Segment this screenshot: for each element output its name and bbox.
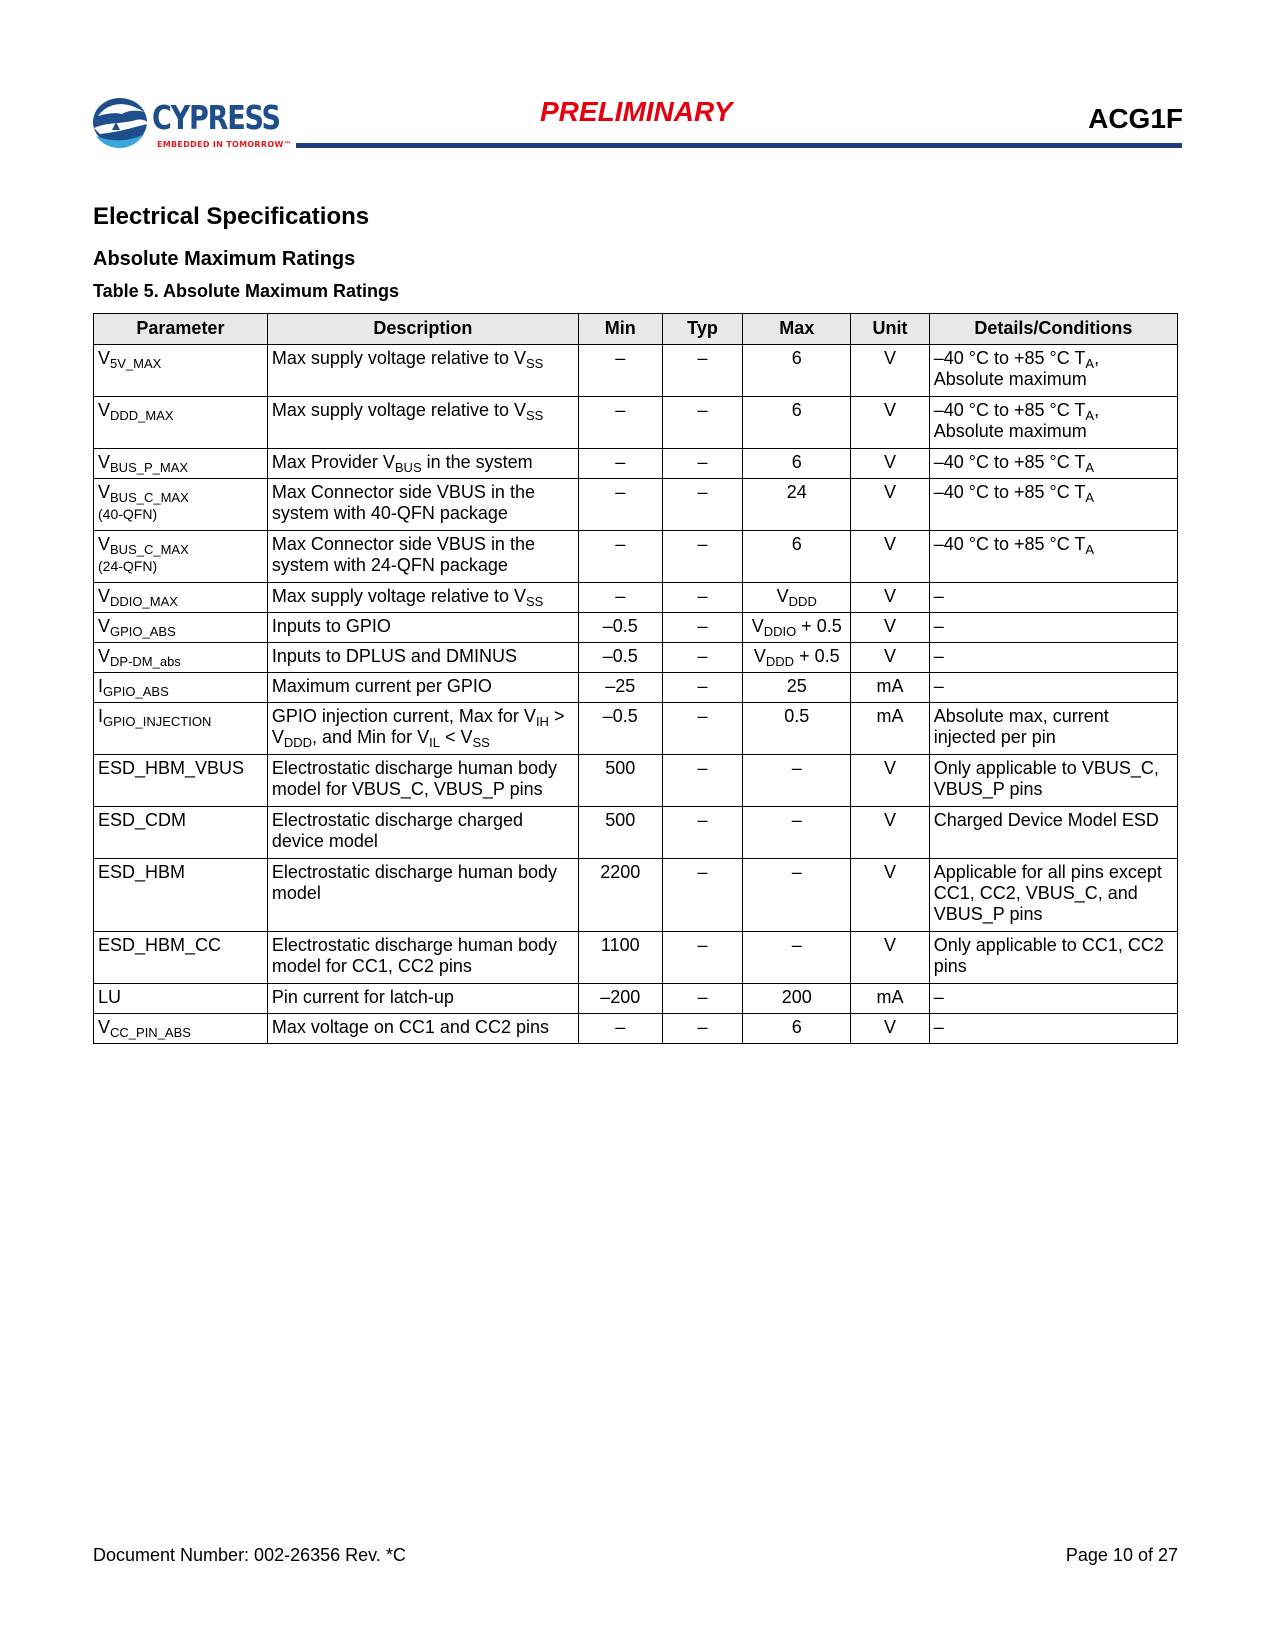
max-cell: 25 bbox=[743, 673, 851, 703]
col-header-typ: Typ bbox=[662, 314, 743, 345]
subsection-title: Absolute Maximum Ratings bbox=[93, 248, 356, 270]
param-cell: ESD_HBM_CC bbox=[94, 932, 268, 984]
min-cell: – bbox=[578, 479, 662, 531]
max-cell: $V_{DDIO} + 0.5$ bbox=[743, 613, 851, 643]
details-cell: –40 °C to +85 °C $T_A$, Absolute maximum bbox=[929, 345, 1177, 397]
details-cell: Only applicable to VBUS_C, VBUS_P pins bbox=[929, 755, 1177, 807]
details-cell: Charged Device Model ESD bbox=[929, 807, 1177, 859]
table-row bbox=[94, 932, 1178, 984]
details-cell: – bbox=[929, 1014, 1177, 1044]
table-row bbox=[94, 397, 1178, 449]
desc-cell: GPIO injection current, Max for $V_{IH} > V_{DDD}$, and Min for $V_{IL} < V_{SS}$ bbox=[267, 703, 578, 755]
typ-cell: – bbox=[662, 613, 743, 643]
min-cell: – bbox=[578, 345, 662, 397]
param-cell: $V_{DP-DM\_abs}$ bbox=[94, 643, 268, 673]
typ-cell: – bbox=[662, 703, 743, 755]
desc-cell: Inputs to GPIO bbox=[267, 613, 578, 643]
unit-cell: mA bbox=[851, 673, 930, 703]
details-cell: – bbox=[929, 643, 1177, 673]
details-cell: –40 °C to +85 °C $T_A$ bbox=[929, 449, 1177, 479]
max-cell: 6 bbox=[743, 531, 851, 583]
unit-cell: V bbox=[851, 613, 930, 643]
section-title: Electrical Specifications bbox=[93, 203, 370, 230]
unit-cell: mA bbox=[851, 703, 930, 755]
typ-cell: – bbox=[662, 859, 743, 932]
min-cell: 2200 bbox=[578, 859, 662, 932]
typ-cell: – bbox=[662, 449, 743, 479]
product-name: ACG1F bbox=[1088, 103, 1183, 134]
unit-cell: V bbox=[851, 345, 930, 397]
unit-cell: V bbox=[851, 479, 930, 531]
table-row bbox=[94, 755, 1178, 807]
desc-cell: Electrostatic discharge human body model for CC1, CC2 pins bbox=[267, 932, 578, 984]
typ-cell: – bbox=[662, 984, 743, 1014]
desc-cell: Max Provider $V_{BUS}$ in the system bbox=[267, 449, 578, 479]
max-cell: 6 bbox=[743, 449, 851, 479]
table-row bbox=[94, 703, 1178, 755]
desc-cell: Inputs to DPLUS and DMINUS bbox=[267, 643, 578, 673]
min-cell: 1100 bbox=[578, 932, 662, 984]
unit-cell: V bbox=[851, 449, 930, 479]
details-cell: Applicable for all pins except CC1, CC2, VBUS_C, and VBUS_P pins bbox=[929, 859, 1177, 932]
param-cell: $V_{CC\_PIN\_ABS}$ bbox=[94, 1014, 268, 1044]
unit-cell: V bbox=[851, 859, 930, 932]
absolute-maximum-ratings-table bbox=[93, 313, 1178, 1044]
min-cell: –0.5 bbox=[578, 643, 662, 673]
col-header-min: Min bbox=[578, 314, 662, 345]
max-cell: 6 bbox=[743, 397, 851, 449]
typ-cell: – bbox=[662, 755, 743, 807]
desc-cell: Max supply voltage relative to $V_{SS}$ bbox=[267, 397, 578, 449]
param-cell: $V_{5V\_MAX}$ bbox=[94, 345, 268, 397]
details-cell: –40 °C to +85 °C $T_A$ bbox=[929, 479, 1177, 531]
param-cell: ESD_CDM bbox=[94, 807, 268, 859]
details-cell: – bbox=[929, 583, 1177, 613]
typ-cell: – bbox=[662, 673, 743, 703]
table-row bbox=[94, 613, 1178, 643]
unit-cell: V bbox=[851, 643, 930, 673]
logo-wordmark: CYPRESS bbox=[152, 98, 280, 137]
table-row bbox=[94, 583, 1178, 613]
unit-cell: V bbox=[851, 932, 930, 984]
min-cell: –0.5 bbox=[578, 703, 662, 755]
max-cell: 0.5 bbox=[743, 703, 851, 755]
typ-cell: – bbox=[662, 345, 743, 397]
details-cell: – bbox=[929, 984, 1177, 1014]
param-cell: $V_{DDIO\_MAX}$ bbox=[94, 583, 268, 613]
min-cell: – bbox=[578, 449, 662, 479]
col-header-description: Description bbox=[267, 314, 578, 345]
max-cell: 6 bbox=[743, 345, 851, 397]
details-cell: –40 °C to +85 °C $T_A$ bbox=[929, 531, 1177, 583]
unit-cell: mA bbox=[851, 984, 930, 1014]
header-rule bbox=[296, 143, 1182, 148]
table-row bbox=[94, 984, 1178, 1014]
typ-cell: – bbox=[662, 932, 743, 984]
unit-cell: V bbox=[851, 531, 930, 583]
max-cell: $V_{DDD}$ bbox=[743, 583, 851, 613]
param-cell: $V_{BUS\_P\_MAX}$ bbox=[94, 449, 268, 479]
table-row bbox=[94, 673, 1178, 703]
min-cell: 500 bbox=[578, 807, 662, 859]
desc-cell: Max Connector side VBUS in the system with 40-QFN package bbox=[267, 479, 578, 531]
min-cell: –0.5 bbox=[578, 613, 662, 643]
table-caption: Table 5. Absolute Maximum Ratings bbox=[93, 281, 400, 301]
typ-cell: – bbox=[662, 807, 743, 859]
col-header-parameter: Parameter bbox=[94, 314, 268, 345]
desc-cell: Maximum current per GPIO bbox=[267, 673, 578, 703]
col-header-max: Max bbox=[743, 314, 851, 345]
desc-cell: Pin current for latch-up bbox=[267, 984, 578, 1014]
desc-cell: Electrostatic discharge human body model for VBUS_C, VBUS_P pins bbox=[267, 755, 578, 807]
table-row bbox=[94, 345, 1178, 397]
param-cell: $V_{BUS\_C\_MAX}$ (24-QFN) bbox=[94, 531, 268, 583]
desc-cell: Electrostatic discharge human body model bbox=[267, 859, 578, 932]
param-cell: $I_{GPIO\_ABS}$ bbox=[94, 673, 268, 703]
max-cell: – bbox=[743, 755, 851, 807]
param-cell: $V_{GPIO\_ABS}$ bbox=[94, 613, 268, 643]
max-cell: – bbox=[743, 859, 851, 932]
desc-cell: Max supply voltage relative to $V_{SS}$ bbox=[267, 583, 578, 613]
details-cell: Absolute max, current injected per pin bbox=[929, 703, 1177, 755]
max-cell: 24 bbox=[743, 479, 851, 531]
unit-cell: V bbox=[851, 807, 930, 859]
max-cell: – bbox=[743, 932, 851, 984]
param-cell: $I_{GPIO\_INJECTION}$ bbox=[94, 703, 268, 755]
table-row bbox=[94, 643, 1178, 673]
typ-cell: – bbox=[662, 397, 743, 449]
typ-cell: – bbox=[662, 531, 743, 583]
min-cell: –200 bbox=[578, 984, 662, 1014]
table-header-row bbox=[94, 314, 1178, 345]
min-cell: – bbox=[578, 397, 662, 449]
preliminary-banner: PRELIMINARY bbox=[540, 96, 733, 127]
details-cell: Only applicable to CC1, CC2 pins bbox=[929, 932, 1177, 984]
desc-cell: Max supply voltage relative to $V_{SS}$ bbox=[267, 345, 578, 397]
table-row bbox=[94, 531, 1178, 583]
table-row bbox=[94, 449, 1178, 479]
min-cell: – bbox=[578, 1014, 662, 1044]
typ-cell: – bbox=[662, 643, 743, 673]
table-row bbox=[94, 859, 1178, 932]
desc-cell: Max Connector side VBUS in the system with 24-QFN package bbox=[267, 531, 578, 583]
details-cell: – bbox=[929, 673, 1177, 703]
min-cell: – bbox=[578, 531, 662, 583]
param-cell: $V_{DDD\_MAX}$ bbox=[94, 397, 268, 449]
col-header-details: Details/Conditions bbox=[929, 314, 1177, 345]
unit-cell: V bbox=[851, 755, 930, 807]
unit-cell: V bbox=[851, 397, 930, 449]
max-cell: – bbox=[743, 807, 851, 859]
unit-cell: V bbox=[851, 1014, 930, 1044]
details-cell: –40 °C to +85 °C $T_A$, Absolute maximum bbox=[929, 397, 1177, 449]
logo-tagline: EMBEDDED IN TOMORROW™ bbox=[157, 140, 292, 149]
min-cell: – bbox=[578, 583, 662, 613]
document-number: Document Number: 002-26356 Rev. *C bbox=[93, 1545, 406, 1565]
table-row bbox=[94, 807, 1178, 859]
min-cell: 500 bbox=[578, 755, 662, 807]
max-cell: 6 bbox=[743, 1014, 851, 1044]
typ-cell: – bbox=[662, 583, 743, 613]
param-cell: LU bbox=[94, 984, 268, 1014]
param-cell: $V_{BUS\_C\_MAX}$ (40-QFN) bbox=[94, 479, 268, 531]
max-cell: 200 bbox=[743, 984, 851, 1014]
desc-cell: Max voltage on CC1 and CC2 pins bbox=[267, 1014, 578, 1044]
table-row bbox=[94, 1014, 1178, 1044]
desc-cell: Electrostatic discharge charged device model bbox=[267, 807, 578, 859]
typ-cell: – bbox=[662, 479, 743, 531]
typ-cell: – bbox=[662, 1014, 743, 1044]
col-header-unit: Unit bbox=[851, 314, 930, 345]
table-row bbox=[94, 479, 1178, 531]
param-cell: ESD_HBM bbox=[94, 859, 268, 932]
details-cell: – bbox=[929, 613, 1177, 643]
unit-cell: V bbox=[851, 583, 930, 613]
page-number: Page 10 of 27 bbox=[1065, 1545, 1178, 1565]
min-cell: –25 bbox=[578, 673, 662, 703]
param-cell: ESD_HBM_VBUS bbox=[94, 755, 268, 807]
max-cell: $V_{DDD} + 0.5$ bbox=[743, 643, 851, 673]
